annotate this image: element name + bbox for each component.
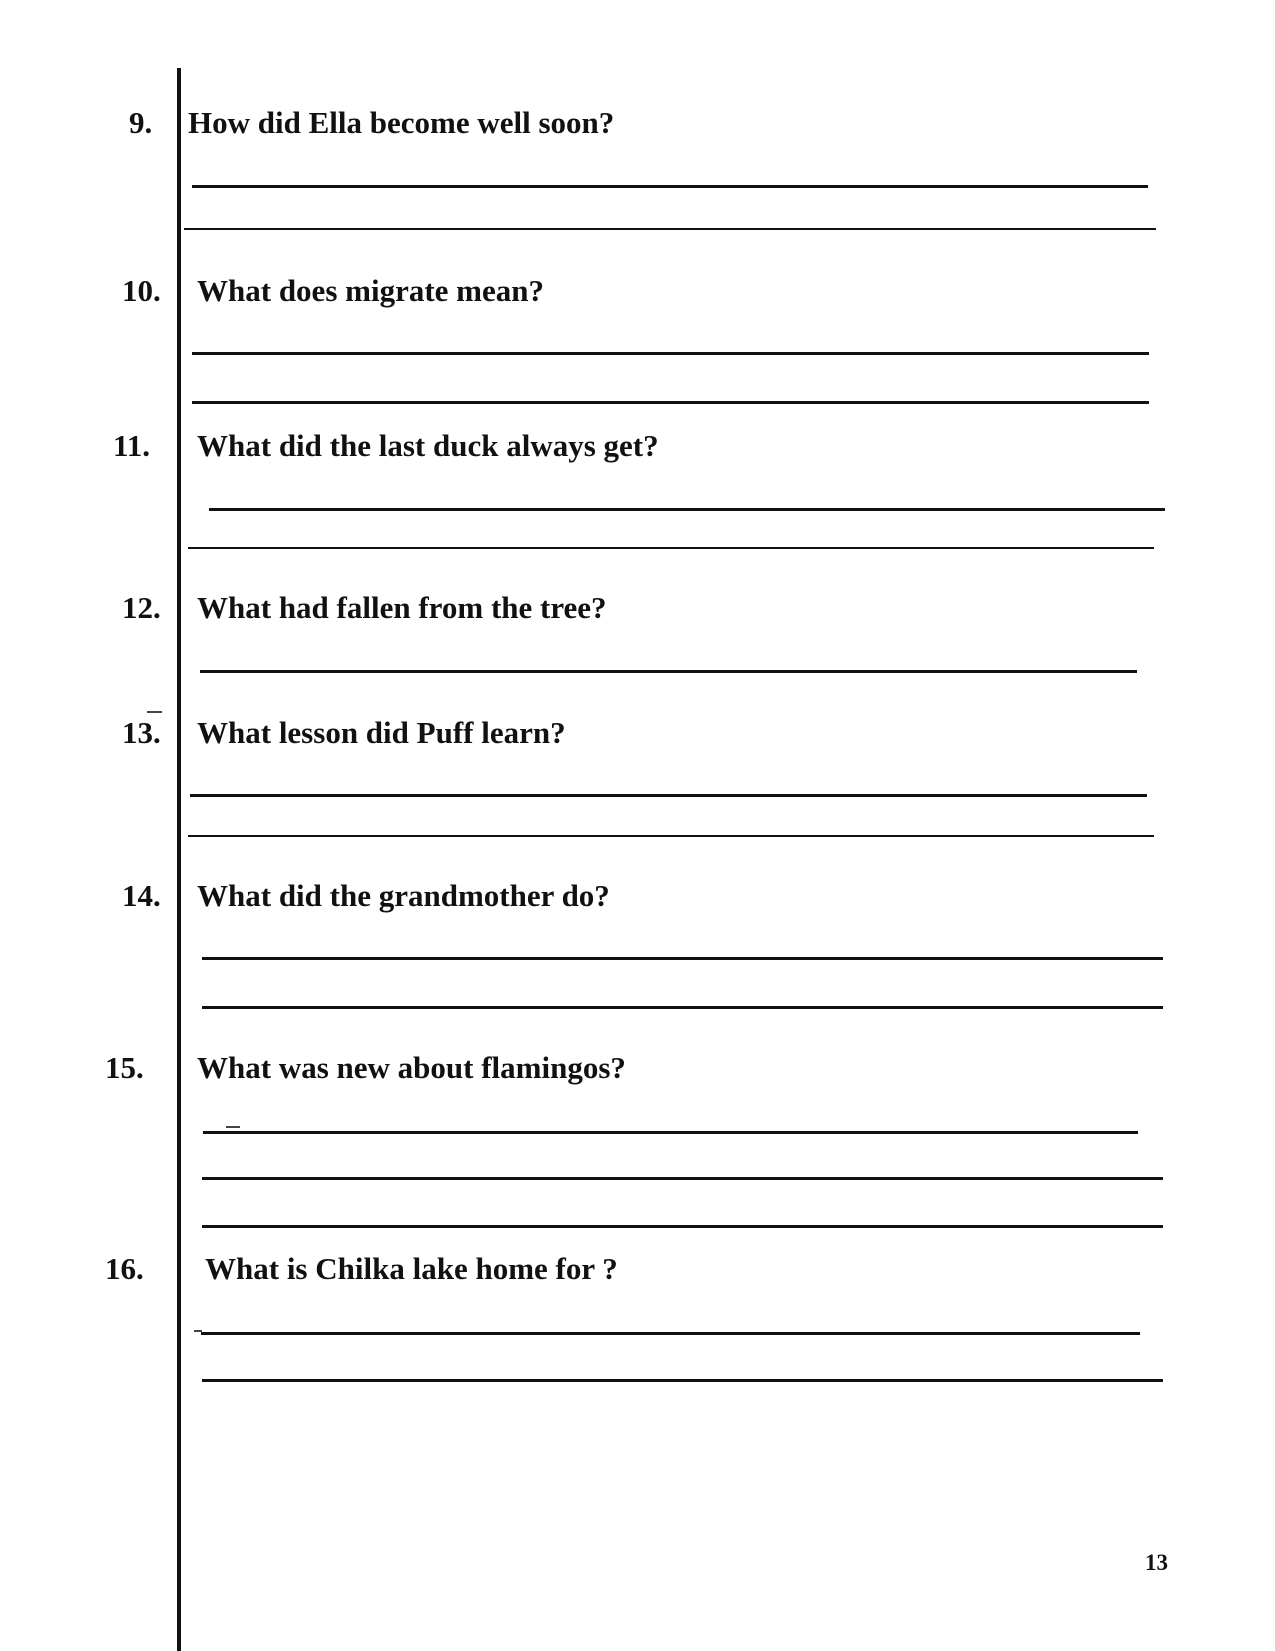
stray-pen-mark <box>226 1126 240 1128</box>
answer-line[interactable] <box>192 185 1148 188</box>
question-number: 13. <box>122 715 161 750</box>
question-text: What did the grandmother do? <box>197 878 610 913</box>
answer-line[interactable] <box>202 1177 1163 1180</box>
answer-line[interactable] <box>192 352 1149 355</box>
question-text: What does migrate mean? <box>197 273 544 308</box>
question-text: What lesson did Puff learn? <box>197 715 566 750</box>
answer-line[interactable] <box>203 1131 1138 1134</box>
question-text: What was new about flamingos? <box>197 1050 626 1085</box>
question-number: 15. <box>105 1050 144 1085</box>
question-text: How did Ella become well soon? <box>188 105 615 140</box>
answer-line[interactable] <box>184 228 1156 230</box>
margin-rule <box>177 68 181 1651</box>
question-number: 14. <box>122 878 161 913</box>
answer-line[interactable] <box>209 508 1165 511</box>
question-number: 11. <box>113 428 151 463</box>
question-number: 10. <box>122 273 161 308</box>
answer-line[interactable] <box>192 401 1149 404</box>
answer-line[interactable] <box>201 1332 1140 1335</box>
question-number: 9. <box>129 105 153 140</box>
page-number: 13 <box>1145 1550 1168 1575</box>
answer-line[interactable] <box>202 957 1163 960</box>
answer-line[interactable] <box>202 1006 1163 1009</box>
question-number: 12. <box>122 590 161 625</box>
answer-line[interactable] <box>202 1225 1163 1228</box>
question-text: What had fallen from the tree? <box>197 590 607 625</box>
answer-line[interactable] <box>188 835 1154 837</box>
question-text: What did the last duck always get? <box>197 428 659 463</box>
answer-line[interactable] <box>190 794 1147 797</box>
answer-line[interactable] <box>200 670 1137 673</box>
answer-line[interactable] <box>188 547 1154 549</box>
stray-pen-mark <box>147 711 162 713</box>
question-number: 16. <box>105 1251 144 1286</box>
question-text: What is Chilka lake home for ? <box>205 1251 618 1286</box>
answer-line[interactable] <box>202 1379 1163 1382</box>
